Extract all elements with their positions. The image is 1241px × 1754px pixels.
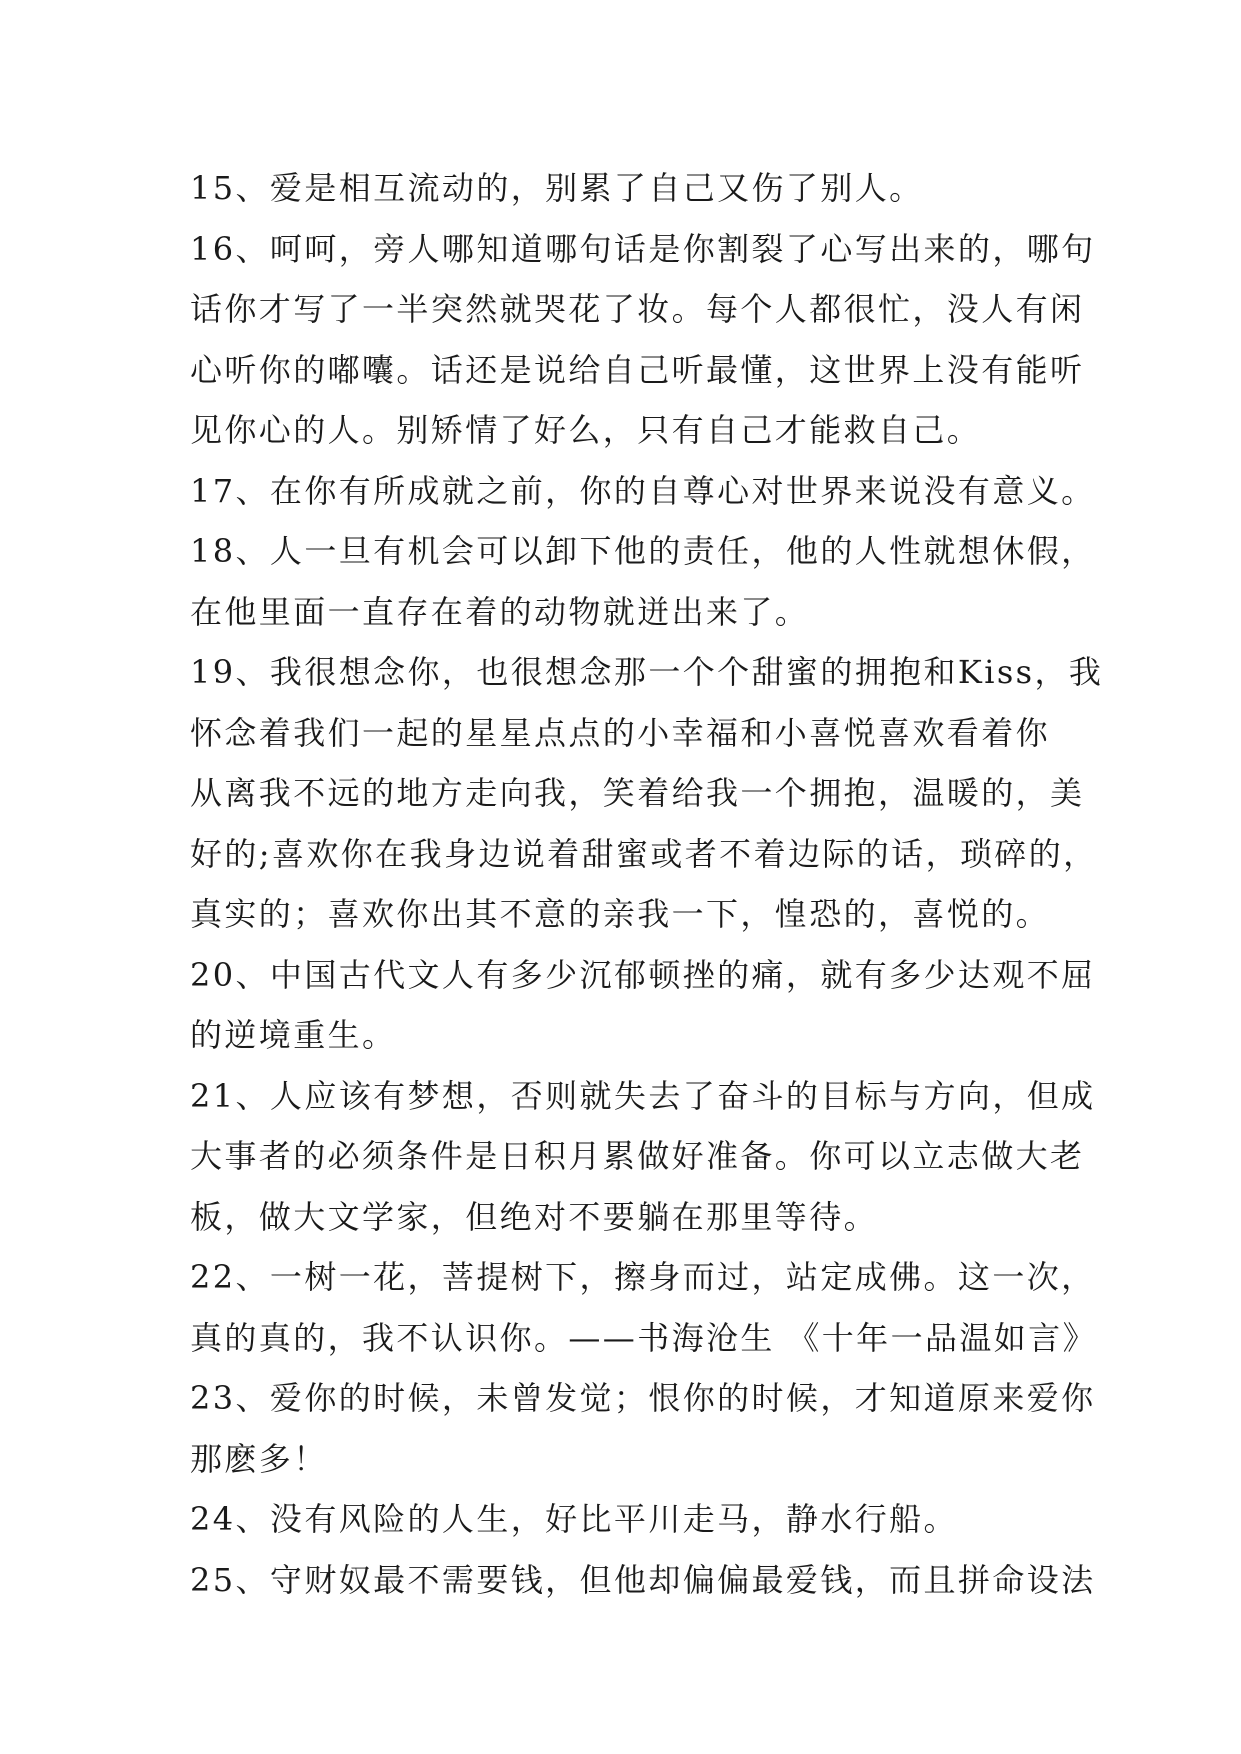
text-line: 17、在你有所成就之前，你的自尊心对世界来说没有意义。 — [190, 471, 1096, 510]
text-line: 15、爱是相互流动的，别累了自己又伤了别人。 — [190, 169, 924, 207]
text-line: 在他里面一直存在着的动物就迸出来了。 — [190, 592, 810, 631]
document-body — [190, 158, 1104, 1610]
text-line: 板，做大文学家，但绝对不要躺在那里等待。 — [190, 1197, 879, 1236]
text-line: 21、人应该有梦想，否则就失去了奋斗的目标与方向，但成 — [190, 1076, 1096, 1115]
text-line: 25、守财奴最不需要钱，但他却偏偏最爱钱，而且拼命设法 — [190, 1560, 1096, 1599]
text-line: 22、一树一花，菩提树下，擦身而过，站定成佛。这一次， — [190, 1258, 1096, 1296]
text-line: 20、中国古代文人有多少沉郁顿挫的痛，就有多少达观不屈 — [190, 955, 1096, 994]
text-line: 见你心的人。别矫情了好么，只有自己才能救自己。 — [190, 411, 982, 449]
text-line: 真实的；喜欢你出其不意的亲我一下，惶恐的，喜悦的。 — [190, 895, 1051, 933]
text-line: 真的真的，我不认识你。——书海沧生 《十年一品温如言》 — [190, 1318, 1097, 1357]
text-line: 19、我很想念你，也很想念那一个个甜蜜的拥抱和Kiss，我 — [190, 653, 1104, 691]
text-line: 从离我不远的地方走向我，笑着给我一个拥抱，温暖的，美 — [190, 774, 1085, 812]
text-line: 24、没有风险的人生，好比平川走马，静水行船。 — [190, 1500, 958, 1538]
text-line: 的逆境重生。 — [190, 1016, 397, 1054]
text-line: 16、呵呵，旁人哪知道哪句话是你割裂了心写出来的，哪句 — [190, 229, 1096, 268]
text-line: 心听你的嘟囔。话还是说给自己听最懂，这世界上没有能听 — [190, 350, 1085, 389]
text-line: 23、爱你的时候，未曾发觉；恨你的时候，才知道原来爱你 — [190, 1379, 1096, 1417]
text-line: 大事者的必须条件是日积月累做好准备。你可以立志做大老 — [190, 1137, 1085, 1175]
text-line: 话你才写了一半突然就哭花了妆。每个人都很忙，没人有闲 — [190, 290, 1085, 328]
text-line: 好的;喜欢你在我身边说着甜蜜或者不着边际的话，琐碎的， — [190, 834, 1098, 873]
text-line: 怀念着我们一起的星星点点的小幸福和小喜悦喜欢看着你 — [190, 713, 1051, 752]
text-line: 那麽多！ — [190, 1439, 328, 1478]
text-line: 18、人一旦有机会可以卸下他的责任，他的人性就想休假， — [190, 532, 1096, 570]
